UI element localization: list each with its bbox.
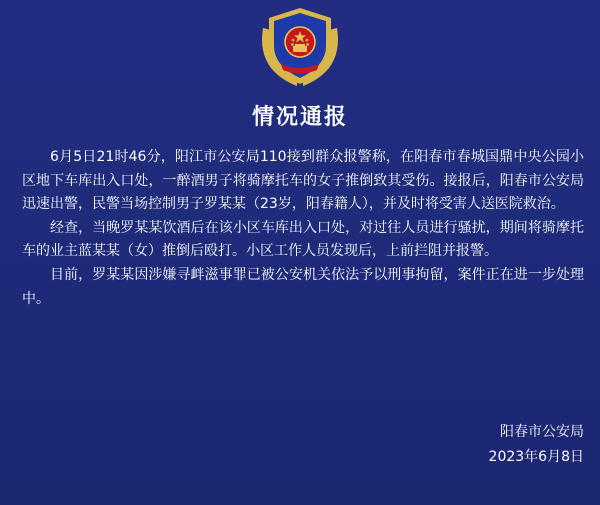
police-emblem-icon <box>257 6 343 90</box>
notice-signature <box>489 420 584 470</box>
notice-paragraph-3: 目前，罗某某因涉嫌寻衅滋事罪已被公安机关依法予以刑事拘留，案件正在进一步处理中。 <box>22 266 584 307</box>
notice-body <box>22 146 584 311</box>
notice-title: 情况通报 <box>251 105 348 130</box>
notice-paragraph-2: 经查，当晚罗某某饮酒后在该小区车库出入口处，对过往人员进行骚扰，期间将骑摩托车的业主蓝某某（女）推倒后殴打。小区工作人员发现后，上前拦阻并报警。 <box>22 219 584 260</box>
issue-date: 2023年6月8日 <box>488 449 584 465</box>
notice-paragraph-1: 6月5日21时46分，阳江市公安局110接到群众报警称，在阳春市春城国鼎中央公园小区地下车库出入口处，一醉酒男子将骑摩托车的女子推倒致其受伤。接报后，阳春市公安局迅速出警，民警当场控制男子罗某某（23岁，阳春籍人），并及时将受害人送医院救治。 <box>22 149 584 213</box>
issuer-name: 阳春市公安局 <box>500 424 584 440</box>
